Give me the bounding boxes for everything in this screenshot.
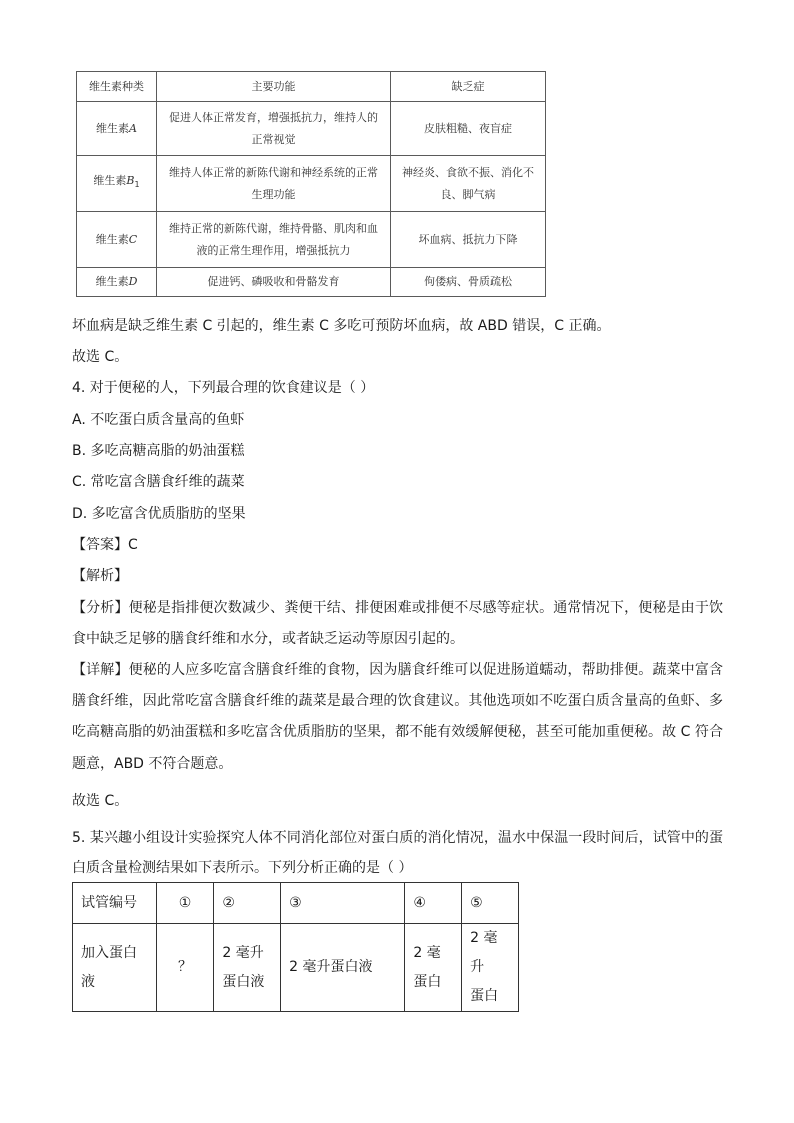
detail-paragraph-line: 膳食纤维，因此常吃富含膳食纤维的蔬菜是最合理的饮食建议。其他选项如不吃蛋白质含量高的鱼虾、多: [72, 693, 723, 709]
function-cell: 维持人体正常的新陈代谢和神经系统的正常 生理功能: [157, 156, 391, 212]
table-row: [77, 156, 546, 212]
table-row: [77, 268, 546, 297]
option-b: B. 多吃高糖高脂的奶油蛋糕: [72, 443, 245, 459]
function-cell: 维持正常的新陈代谢，维持骨骼、肌肉和血 液的正常生理作用，增强抵抗力: [157, 212, 391, 268]
conclusion-text: 故选 C。: [72, 349, 129, 365]
header-cell: ②: [214, 883, 281, 924]
explanation-text: 坏血病是缺乏维生素 C 引起的，维生素 C 多吃可预防坏血病，故 ABD 错误，C 正确。: [72, 318, 611, 334]
vitamin-table: [76, 71, 546, 297]
vitamin-name: 维生素D: [77, 268, 157, 297]
tube-table-header: [73, 883, 519, 924]
function-cell: 促进人体正常发育，增强抵抗力，维持人的 正常视觉: [157, 102, 391, 156]
vitamin-table-header: [77, 72, 546, 102]
deficiency-cell: 佝偻病、骨质疏松: [391, 268, 546, 297]
tube-cell: 2 毫升 蛋白液: [214, 924, 281, 1012]
vitamin-name: 维生素A: [77, 102, 157, 156]
header-cell: ③: [281, 883, 405, 924]
option-c: C. 常吃富含膳食纤维的蔬菜: [72, 474, 245, 490]
option-a: A. 不吃蛋白质含量高的鱼虾: [72, 412, 245, 428]
detail-paragraph-line: 题意，ABD 不符合题意。: [72, 756, 233, 772]
analysis-paragraph-line: 食中缺乏足够的膳食纤维和水分，或者缺乏运动等原因引起的。: [72, 631, 464, 647]
detail-paragraph-line: 【详解】便秘的人应多吃富含膳食纤维的食物，因为膳食纤维可以促进肠道蠕动，帮助排便。蔬菜中富含: [72, 662, 723, 678]
tube-cell: 2 毫 蛋白: [405, 924, 462, 1012]
answer-label: 【答案】C: [72, 537, 138, 553]
vitamin-name: 维生素C: [77, 212, 157, 268]
vitamin-name: 维生素$B_1$: [77, 156, 157, 212]
deficiency-cell: 坏血病、抵抗力下降: [391, 212, 546, 268]
table-row: [77, 102, 546, 156]
table-row: [73, 924, 519, 1012]
question-4-stem: 4. 对于便秘的人，下列最合理的饮食建议是（ ）: [72, 380, 375, 396]
deficiency-cell: 皮肤粗糙、夜盲症: [391, 102, 546, 156]
header-cell: 试管编号: [73, 883, 157, 924]
question-5-stem: 白质含量检测结果如下表所示。下列分析正确的是（ ）: [72, 860, 413, 876]
tube-cell: 2 毫升 蛋白: [462, 924, 519, 1012]
tube-cell: 2 毫升蛋白液: [281, 924, 405, 1012]
question-5-stem: 5. 某兴趣小组设计实验探究人体不同消化部位对蛋白质的消化情况，温水中保温一段时间后，试管中的蛋: [72, 830, 723, 846]
header-cell: 维生素种类: [77, 72, 157, 102]
jiexi-label: 【解析】: [72, 568, 128, 584]
option-d: D. 多吃富含优质脂肪的坚果: [72, 506, 246, 522]
deficiency-cell: 神经炎、食欲不振、消化不 良、脚气病: [391, 156, 546, 212]
analysis-paragraph-line: 【分析】便秘是指排便次数减少、粪便干结、排便困难或排便不尽感等症状。通常情况下，便秘是由于饮: [72, 600, 723, 616]
header-cell: ⑤: [462, 883, 519, 924]
test-tube-table: [72, 882, 519, 1012]
tube-cell: ？: [156, 924, 214, 1012]
header-cell: 主要功能: [157, 72, 391, 102]
detail-paragraph-line: 吃高糖高脂的奶油蛋糕和多吃富含优质脂肪的坚果，都不能有效缓解便秘，甚至可能加重便秘。故 C 符合: [72, 724, 723, 740]
conclusion-text: 故选 C。: [72, 793, 129, 809]
row-label: 加入蛋白 液: [73, 924, 157, 1012]
header-cell: ④: [405, 883, 462, 924]
function-cell: 促进钙、磷吸收和骨骼发育: [157, 268, 391, 297]
table-row: [77, 212, 546, 268]
header-cell: ①: [156, 883, 214, 924]
header-cell: 缺乏症: [391, 72, 546, 102]
